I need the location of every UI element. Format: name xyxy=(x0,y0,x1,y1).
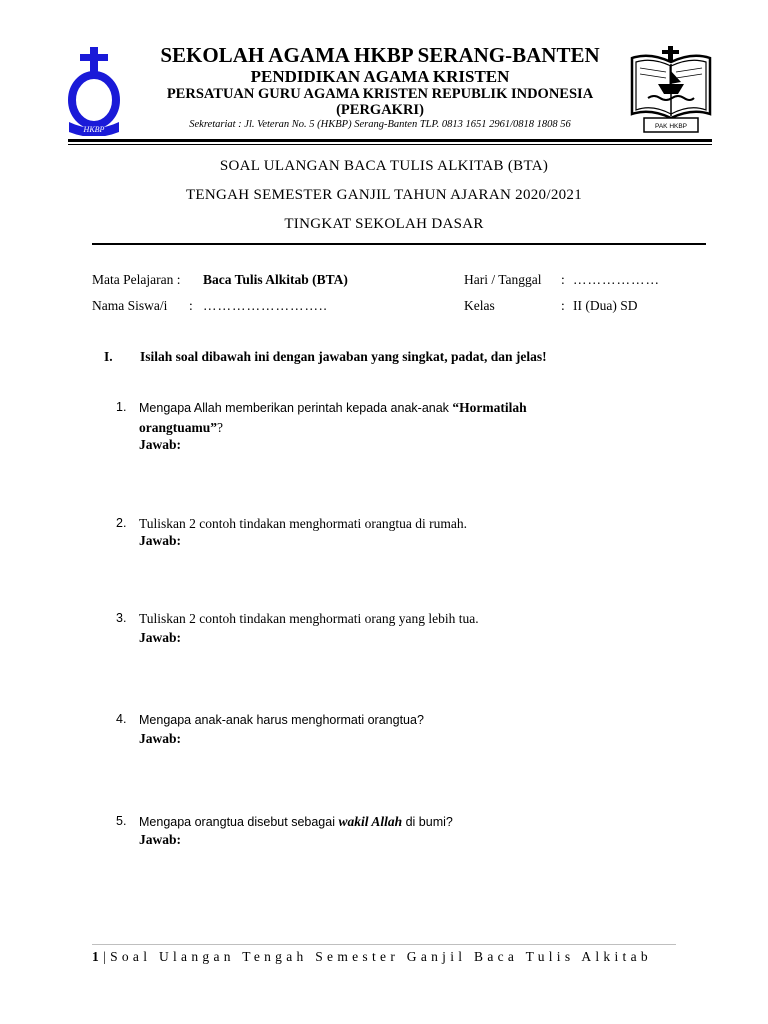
question-text xyxy=(139,398,609,437)
question-text xyxy=(139,710,609,730)
answer-label: Jawab: xyxy=(139,731,182,746)
question-text xyxy=(139,812,609,832)
class-value: II (Dua) SD xyxy=(573,298,638,313)
question-emphasis: “Hormatilah orangtuamu” xyxy=(139,400,527,435)
header-rule-thick xyxy=(68,139,712,142)
answer-label: Jawab: xyxy=(139,832,182,847)
student-name-colon: : xyxy=(189,298,193,313)
subject-value: Baca Tulis Alkitab (BTA) xyxy=(203,272,348,287)
exam-title: SOAL ULANGAN BACA TULIS ALKITAB (BTA) xyxy=(219,158,549,174)
subject-label: Mata Pelajaran : xyxy=(92,272,181,287)
question-text-part: Mengapa anak-anak harus menghormati orangtua? xyxy=(139,713,424,727)
class-colon: : xyxy=(561,298,565,313)
association-line1: PERSATUAN GURU AGAMA KRISTEN REPUBLIK INDONESIA xyxy=(166,86,594,102)
question-text-part: di bumi? xyxy=(402,815,453,829)
question-number: 1. xyxy=(116,400,127,414)
footer-text: Soal Ulangan Tengah Semester Ganjil Baca Tulis Alkitab xyxy=(110,949,652,964)
answer-label: Jawab: xyxy=(139,437,182,452)
question-emphasis: wakil Allah xyxy=(338,814,403,829)
secretariat-line: Sekretariat : Jl. Veteran No. 5 (HKBP) Serang-Banten TLP. 0813 1651 2961/0818 1808 56 xyxy=(189,119,571,130)
answer-label: Jawab: xyxy=(139,630,182,645)
section-instruction: Isilah soal dibawah ini dengan jawaban yang singkat, padat, dan jelas! xyxy=(140,349,547,364)
class-label: Kelas xyxy=(464,298,495,313)
subject-org: PENDIDIKAN AGAMA KRISTEN xyxy=(250,67,510,86)
question-number: 2. xyxy=(116,516,127,530)
student-name-label: Nama Siswa/i xyxy=(92,298,168,313)
question-number: 4. xyxy=(116,712,127,726)
exam-semester: TENGAH SEMESTER GANJIL TAHUN AJARAN 2020/2021 xyxy=(185,187,583,203)
page-number: 1 xyxy=(92,949,104,964)
question-number: 5. xyxy=(116,814,127,828)
section-number: I. xyxy=(104,349,113,364)
date-label: Hari / Tanggal xyxy=(464,272,542,287)
answer-label: Jawab: xyxy=(139,533,182,548)
question-text-part: ? xyxy=(217,420,224,435)
title-rule xyxy=(92,243,706,245)
hkbp-logo-label: HKBP xyxy=(83,125,105,134)
date-field[interactable]: ……………… xyxy=(573,272,660,287)
school-name: SEKOLAH AGAMA HKBP SERANG-BANTEN xyxy=(160,43,600,67)
pak-hkbp-logo xyxy=(628,44,714,134)
page-footer xyxy=(92,949,652,965)
footer-separator: | xyxy=(103,949,111,964)
hkbp-logo xyxy=(66,44,122,136)
footer-rule xyxy=(92,944,676,945)
header-rule-thin xyxy=(68,144,712,145)
date-colon: : xyxy=(561,272,565,287)
exam-level: TINGKAT SEKOLAH DASAR xyxy=(284,216,484,232)
pak-hkbp-label: PAK HKBP xyxy=(654,123,688,130)
question-text: Tuliskan 2 contoh tindakan menghormati orang yang lebih tua. xyxy=(139,611,479,626)
question-text-part: Mengapa Allah memberikan perintah kepada anak-anak xyxy=(139,401,453,415)
association-line2: (PERGAKRI) xyxy=(336,102,424,118)
question-text: Tuliskan 2 contoh tindakan menghormati orangtua di rumah. xyxy=(139,516,467,531)
student-name-field[interactable]: …………………….. xyxy=(203,298,328,313)
question-number: 3. xyxy=(116,611,127,625)
question-text-part: Mengapa orangtua disebut sebagai xyxy=(139,815,339,829)
